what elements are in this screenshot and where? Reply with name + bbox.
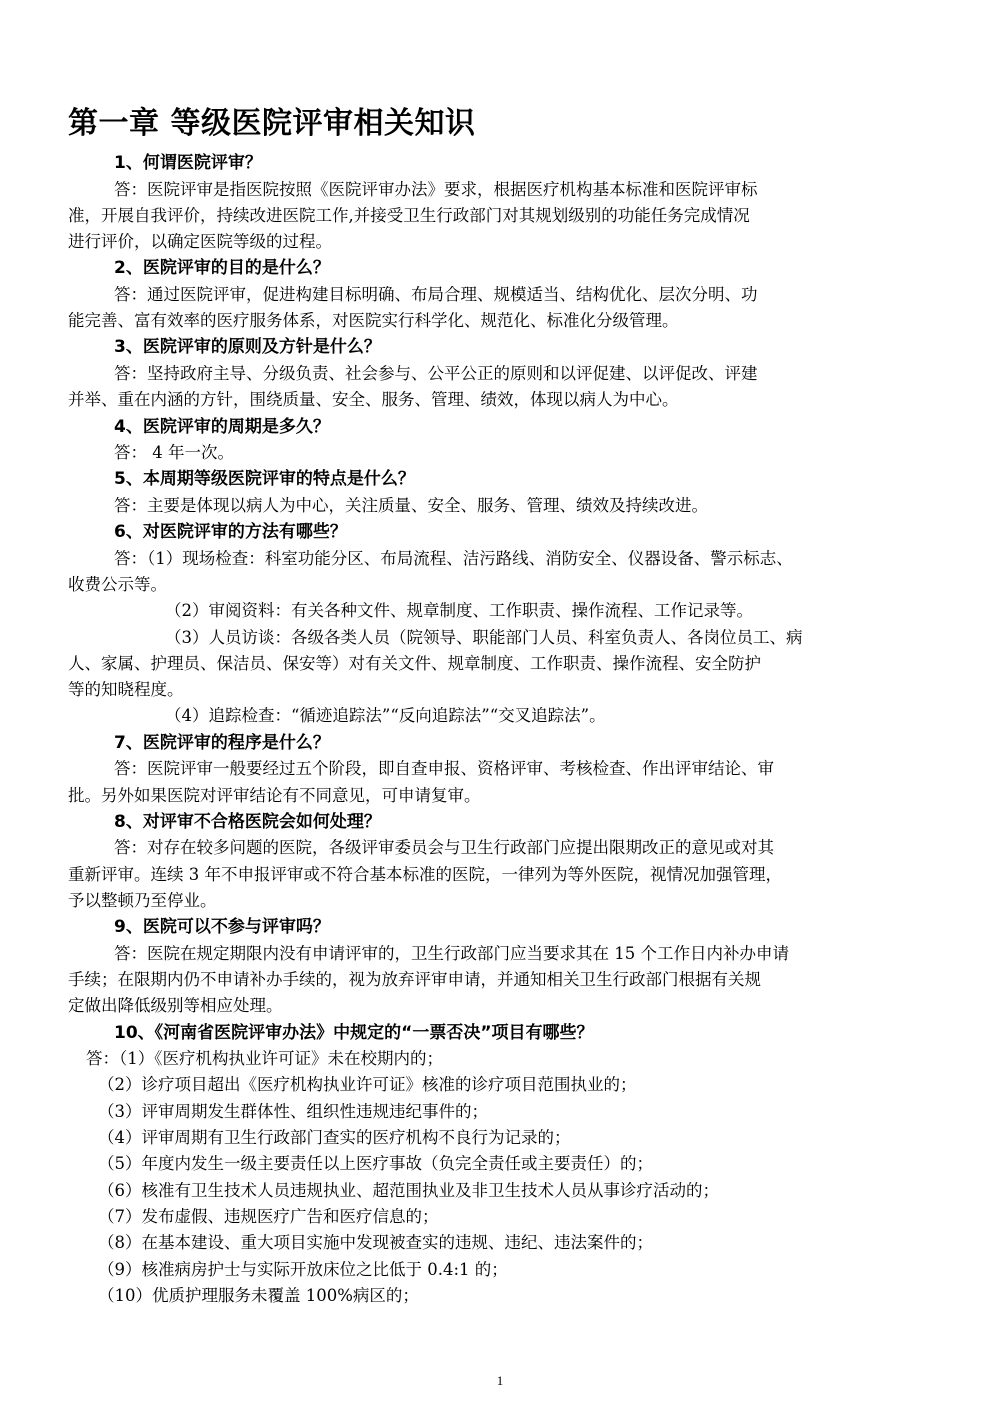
answer-line: 等的知晓程度。 (68, 680, 184, 700)
chapter-title: 第一章 等级医院评审相关知识 (68, 106, 476, 141)
answer-line: 答：医院评审一般要经过五个阶段，即自查申报、资格评审、考核检查、作出评审结论、审 (114, 759, 774, 779)
question-heading: 9、医院可以不参与评审吗？ (114, 917, 330, 938)
answer-line: 答：通过医院评审，促进构建目标明确、布局合理、规模适当、结构优化、层次分明、功 (114, 284, 758, 304)
answer-paragraph (68, 941, 940, 1020)
answer-line: 重新评审。连续 3 年不申报评审或不符合基本标准的医院，一律列为等外医院，视情况加强管理， (68, 864, 782, 884)
veto-item: （9）核准病房护士与实际开放床位之比低于 0.4:1 的； (98, 1259, 508, 1279)
answer-paragraph (68, 1046, 940, 1309)
answer-line: 收费公示等。 (68, 574, 167, 594)
question-heading: 5、本周期等级医院评审的特点是什么？ (114, 469, 415, 490)
page-number: 1 (496, 1373, 504, 1388)
question-heading: 2、医院评审的目的是什么？ (114, 258, 330, 279)
answer-paragraph (68, 835, 940, 914)
question-heading: 10、《河南省医院评审办法》中规定的“一票否决”项目有哪些？ (114, 1022, 594, 1043)
answer-paragraph (68, 177, 940, 256)
question-heading: 6、对医院评审的方法有哪些？ (114, 522, 347, 543)
answer-line: 答： 4 年一次。 (114, 443, 234, 463)
answer-paragraph (68, 756, 940, 809)
question-heading: 3、医院评审的原则及方针是什么？ (114, 337, 381, 358)
answer-paragraph (68, 361, 940, 414)
answer-line: 手续；在限期内仍不申请补办手续的，视为放弃评审申请，并通知相关卫生行政部门根据有关规 (68, 970, 761, 990)
answer-line: 并举、重在内涵的方针，围绕质量、安全、服务、管理、绩效，体现以病人为中心。 (68, 390, 679, 410)
answer-line: 予以整顿乃至停业。 (68, 890, 217, 910)
answer-line: 人、家属、护理员、保洁员、保安等）对有关文件、规章制度、工作职责、操作流程、安全防护 (68, 653, 761, 673)
answer-line: 答：主要是体现以病人为中心，关注质量、安全、服务、管理、绩效及持续改进。 (114, 495, 708, 515)
answer-line: （3）人员访谈：各级各类人员（院领导、职能部门人员、科室负责人、各岗位员工、病 (165, 627, 803, 647)
answer-line: （2）审阅资料：有关各种文件、规章制度、工作职责、操作流程、工作记录等。 (165, 601, 753, 621)
veto-item: （6）核准有卫生技术人员违规执业、超范围执业及非卫生技术人员从事诊疗活动的； (98, 1180, 719, 1200)
answer-paragraph (68, 493, 940, 519)
answer-line: 答：（1）《医疗机构执业许可证》未在校期内的； (86, 1049, 443, 1069)
answer-line: 准，开展自我评价，持续改进医院工作,并接受卫生行政部门对其规划级别的功能任务完成情况 (68, 205, 750, 225)
veto-item: （5）年度内发生一级主要责任以上医疗事故（负完全责任或主要责任）的； (98, 1154, 653, 1174)
veto-item: （3）评审周期发生群体性、组织性违规违纪事件的； (98, 1101, 488, 1121)
answer-line: 答：（1）现场检查：科室功能分区、布局流程、洁污路线、消防安全、仪器设备、警示标志、 (114, 548, 793, 568)
answer-paragraph (68, 546, 940, 730)
question-heading: 4、医院评审的周期是多久？ (114, 416, 330, 437)
answer-line: 进行评价，以确定医院等级的过程。 (68, 232, 332, 252)
question-heading: 8、对评审不合格医院会如何处理？ (114, 811, 381, 832)
veto-item: （8）在基本建设、重大项目实施中发现被查实的违规、违纪、违法案件的； (98, 1233, 653, 1253)
answer-line: 批。另外如果医院对评审结论有不同意见，可申请复审。 (68, 785, 481, 805)
answer-line: 答：医院评审是指医院按照《医院评审办法》要求，根据医疗机构基本标准和医院评审标 (114, 179, 758, 199)
answer-paragraph (68, 282, 940, 335)
answer-line: 答：对存在较多问题的医院，各级评审委员会与卫生行政部门应提出限期改正的意见或对其 (114, 838, 774, 858)
qa-content (68, 150, 940, 1309)
answer-line: 答：坚持政府主导、分级负责、社会参与、公平公正的原则和以评促建、以评促改、评建 (114, 363, 758, 383)
answer-line: 能完善、富有效率的医疗服务体系，对医院实行科学化、规范化、标准化分级管理。 (68, 311, 679, 331)
answer-line: 定做出降低级别等相应处理。 (68, 996, 283, 1016)
answer-line: （4）追踪检查：“循迹追踪法”“反向追踪法”“交叉追踪法”。 (165, 706, 606, 726)
question-heading: 7、医院评审的程序是什么？ (114, 732, 330, 753)
answer-paragraph (68, 440, 940, 466)
veto-item: （4）评审周期有卫生行政部门查实的医疗机构不良行为记录的； (98, 1128, 571, 1148)
veto-item: （10）优质护理服务未覆盖 100%病区的； (98, 1285, 419, 1305)
veto-item: （2）诊疗项目超出《医疗机构执业许可证》核准的诊疗项目范围执业的； (98, 1075, 637, 1095)
veto-item: （7）发布虚假、违规医疗广告和医疗信息的； (98, 1206, 439, 1226)
answer-line: 答：医院在规定期限内没有申请评审的，卫生行政部门应当要求其在 15 个工作日内补办申请 (114, 943, 789, 963)
question-heading: 1、何谓医院评审？ (114, 153, 262, 173)
